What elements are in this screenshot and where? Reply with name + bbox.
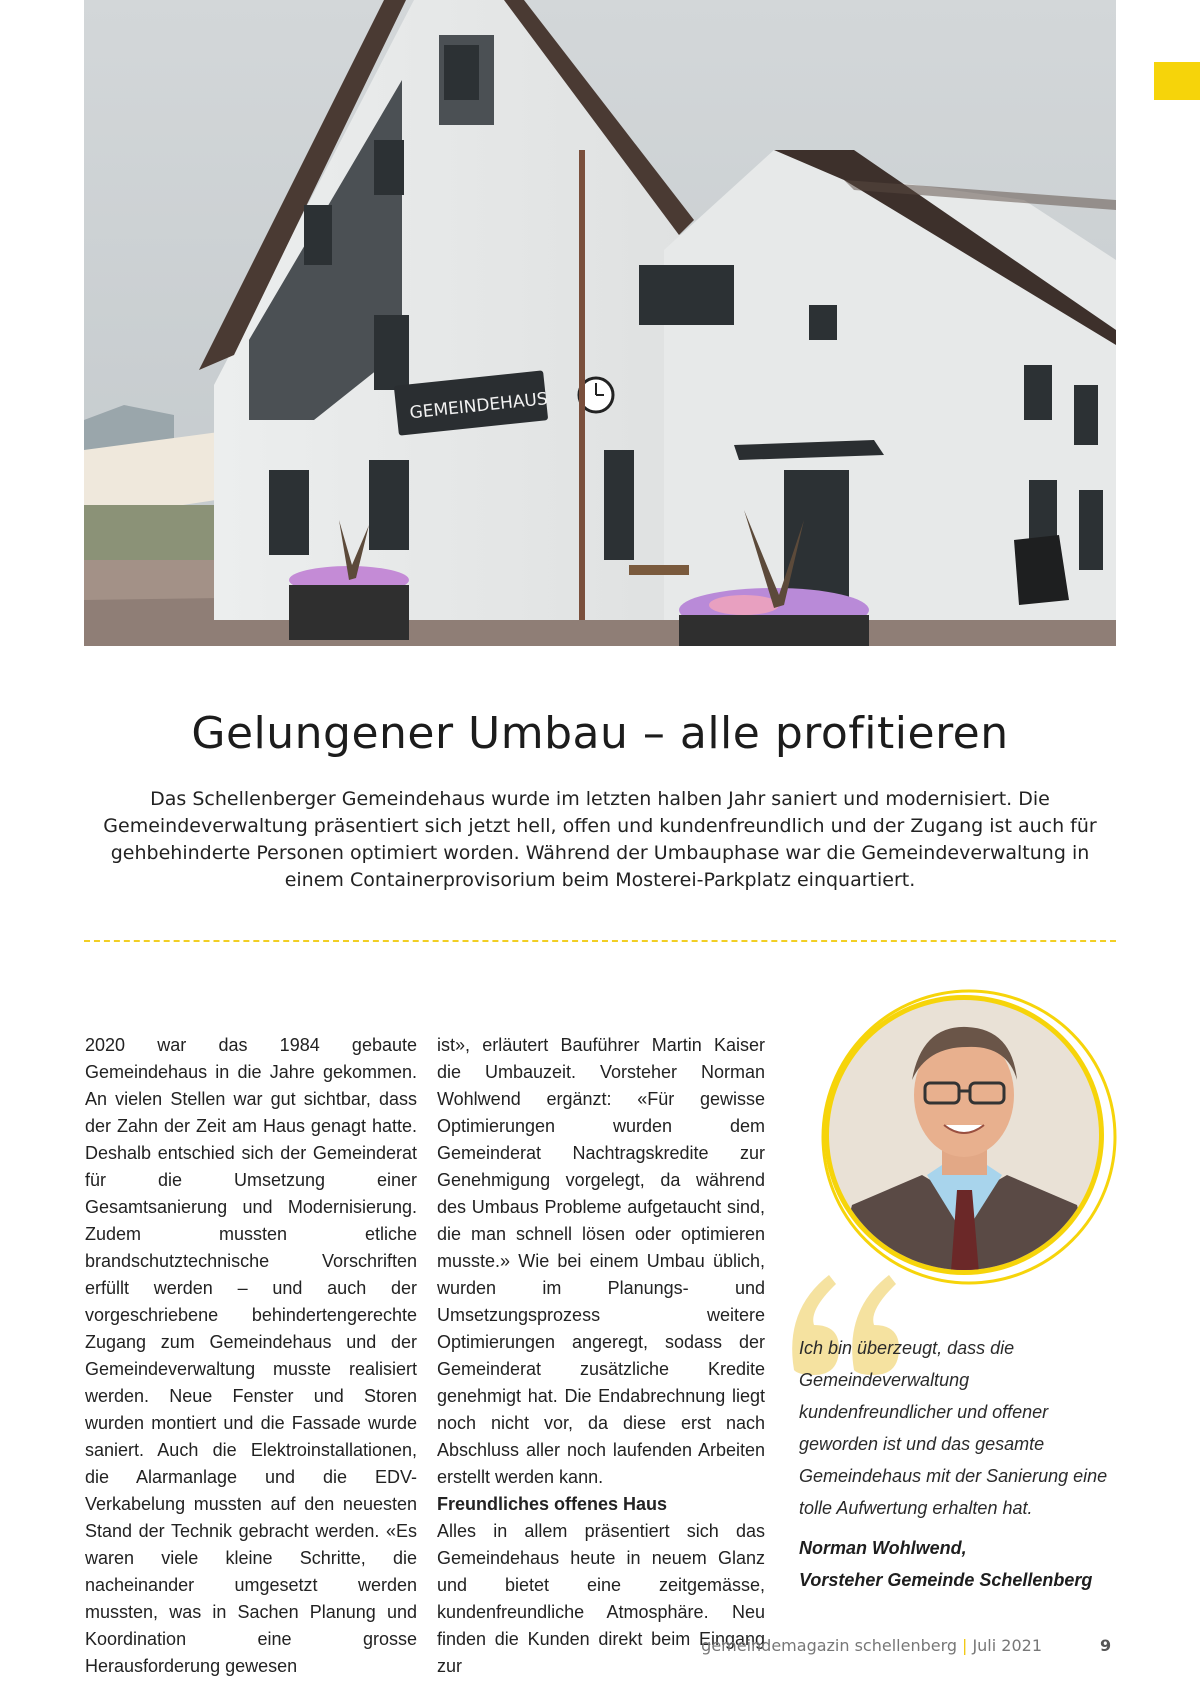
magazine-name: gemeindemagazin schellenberg (701, 1636, 958, 1655)
article-title: Gelungener Umbau – alle profitieren (191, 708, 1009, 759)
issue-date: Juli 2021 (972, 1636, 1042, 1655)
gemeindehaus-photo (84, 0, 1116, 646)
article-lead: Das Schellenberger Gemeindehaus wurde im letzten halben Jahr saniert und modernisiert. Die Gemeindeverwaltung präsentiert sich jetzt hell, offen und kundenfreundlich und der Zugang ist auch für gehbehinderte Personen optimiert worden. Während der Umbauphase war die Gemeindeverwaltung in einem Containerprovisorium beim Mosterei-Parkplatz einquartiert. (103, 788, 1097, 891)
body-text-2: ist», erläutert Bauführer Martin Kaiser die Umbauzeit. Vorsteher Norman Wohlwend ergänzt: «Für gewisse Optimierungen wurden dem Gemeinderat Nachtragskredite zur Genehmigung vorgelegt, da während des Umbaus Probleme aufgetaucht sind, die man schnell lösen oder optimieren musste.» Wie bei einem Umbau üblich, wurden im Planungs- und Umsetzungsprozess weitere Optimierungen angeregt, sodass der Gemeinderat zusätzliche Kredite genehmigt hat. Die Endabrechnung liegt noch nicht vor, da diese erst nach Abschluss aller noch laufenden Arbeiten erstellt werden kann. (437, 1035, 765, 1487)
page-footer (600, 1636, 1042, 1655)
pull-quote: Ich bin überzeugt, dass die Gemeindeverwaltung kundenfreundlicher und offener geworden ist und das gesamte Gemeindehaus mit der Sanierung eine tolle Aufwertung erhalten hat. (799, 1338, 1108, 1518)
page-number: 9 (1100, 1636, 1112, 1655)
dashed-divider (84, 940, 1116, 942)
building-sign-text: GEMEINDEHAUS (408, 389, 549, 424)
quote-attribution (799, 1532, 1139, 1596)
section-tab (1154, 62, 1200, 100)
quote-author-name: Norman Wohlwend, (799, 1538, 967, 1558)
body-text-3: Alles in allem präsentiert sich das Gemeindehaus heute in neuem Glanz und bietet eine zeitgemässe, kundenfreundliche Atmosphäre. Neu finden die Kunden direkt beim Eingang zur (437, 1521, 765, 1676)
portrait-photo (812, 985, 1122, 1285)
body-text-1: 2020 war das 1984 gebaute Gemeindehaus in die Jahre gekommen. An vielen Stellen war gut sichtbar, dass der Zahn der Zeit am Haus genagt hatte. Deshalb entschied sich der Gemeinderat für die Umsetzung einer Gesamtsanierung und Modernisierung. Zudem mussten etliche brandschutztechnische Vorschriften erfüllt werden – und auch der vorgeschriebene behindertengerechte Zugang zum Gemeindehaus und der Gemeindeverwaltung musste realisiert werden. Neue Fenster und Storen wurden montiert und die Fassade wurde saniert. Auch die Elektroinstallationen, die Alarmanlage und die EDV-Verkabelung mussten auf den neuesten Stand der Technik gebracht werden. «Es waren viele kleine Schritte, die nacheinander umgesetzt werden mussten, was in Sachen Planung und Koordination eine grosse Herausforderung gewesen (85, 1035, 417, 1676)
subheading: Freundliches offenes Haus (437, 1494, 668, 1514)
body-column-2 (437, 1032, 765, 1680)
body-column-1 (85, 1032, 417, 1680)
footer-separator: | (962, 1636, 968, 1655)
quote-author-role: Vorsteher Gemeinde Schellenberg (799, 1570, 1093, 1590)
